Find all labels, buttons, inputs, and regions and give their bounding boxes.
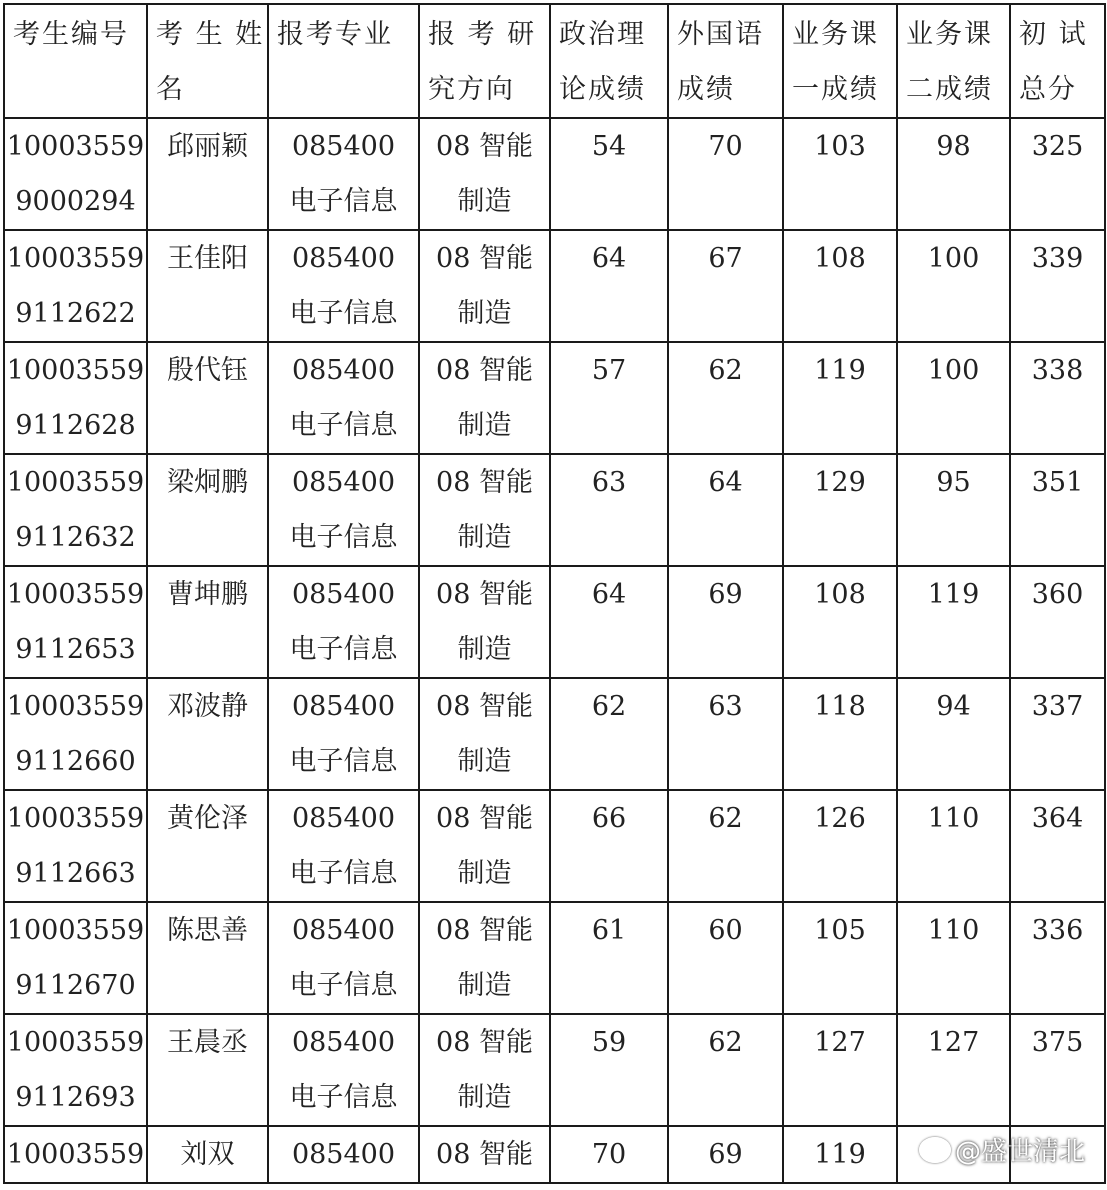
table-body <box>4 118 1105 1183</box>
cell-text: 9112663 <box>15 858 136 889</box>
header-text-line: 初 试 <box>1019 19 1088 50</box>
cell-foreign-language-score <box>668 566 783 678</box>
cell-text: 9112693 <box>15 1082 136 1113</box>
cell-text: 119 <box>814 1139 866 1170</box>
cell-text: 62 <box>708 803 743 834</box>
cell-course2-score <box>897 1014 1010 1126</box>
cell-course1-score <box>783 902 897 1014</box>
cell-text: 电子信息 <box>289 186 398 217</box>
cell-politics-score <box>550 1126 668 1183</box>
header-text-line: 考生编号 <box>13 19 129 50</box>
header-research-direction <box>419 4 550 118</box>
header-text-line: 业务课 <box>792 19 879 50</box>
cell-course1-score <box>783 230 897 342</box>
cell-candidate-id <box>4 678 147 790</box>
cell-text: 364 <box>1031 803 1084 834</box>
cell-text: 制造 <box>457 410 512 441</box>
cell-text: 110 <box>927 803 980 834</box>
cell-text: 邱丽颖 <box>167 131 248 162</box>
cell-research-direction <box>419 902 550 1014</box>
cell-text: 64 <box>591 579 627 610</box>
cell-text: 085400 <box>291 131 396 162</box>
header-course2-score <box>897 4 1010 118</box>
weibo-logo-icon <box>919 1137 951 1163</box>
watermark <box>919 1131 1085 1168</box>
cell-text: 10003559 <box>6 1027 145 1058</box>
cell-course1-score <box>783 454 897 566</box>
cell-text: 108 <box>814 579 866 610</box>
cell-candidate-name <box>147 902 268 1014</box>
cell-text: 127 <box>814 1027 866 1058</box>
cell-text: 电子信息 <box>289 298 398 329</box>
cell-foreign-language-score <box>668 342 783 454</box>
cell-foreign-language-score <box>668 678 783 790</box>
cell-text: 9112632 <box>15 522 136 553</box>
cell-text: 9112622 <box>15 298 136 329</box>
cell-text: 10003559 <box>6 691 145 722</box>
cell-major <box>268 230 419 342</box>
cell-text: 085400 <box>291 915 396 946</box>
cell-text: 338 <box>1031 355 1084 386</box>
cell-text: 08 智能 <box>436 915 533 946</box>
table-row <box>4 566 1105 678</box>
cell-foreign-language-score <box>668 1014 783 1126</box>
cell-text: 制造 <box>457 298 512 329</box>
cell-text: 黄伦泽 <box>167 803 248 834</box>
cell-major <box>268 454 419 566</box>
cell-text: 08 智能 <box>436 1027 533 1058</box>
header-text-line: 名 <box>156 74 185 105</box>
cell-text: 王佳阳 <box>167 243 248 274</box>
cell-text: 67 <box>708 243 743 274</box>
header-text-line: 论成绩 <box>559 74 646 105</box>
cell-candidate-id <box>4 1126 147 1183</box>
cell-text: 08 智能 <box>436 131 533 162</box>
cell-text: 陈思善 <box>167 915 248 946</box>
cell-text: 119 <box>927 579 980 610</box>
cell-text: 119 <box>814 355 866 386</box>
cell-text: 10003559 <box>6 131 145 162</box>
cell-politics-score <box>550 790 668 902</box>
header-text-line: 考 生 姓 <box>156 19 265 50</box>
cell-politics-score <box>550 566 668 678</box>
cell-text: 王晨丞 <box>167 1027 248 1058</box>
cell-total-score <box>1010 902 1105 1014</box>
cell-text: 62 <box>708 1027 743 1058</box>
cell-text: 制造 <box>457 1082 512 1113</box>
table-header-row <box>4 4 1105 118</box>
cell-candidate-name <box>147 1014 268 1126</box>
cell-total-score <box>1010 230 1105 342</box>
table-row <box>4 678 1105 790</box>
cell-text: 085400 <box>291 355 396 386</box>
cell-text: 57 <box>591 355 627 386</box>
cell-text: 66 <box>591 803 627 834</box>
cell-text: 59 <box>591 1027 627 1058</box>
cell-course1-score <box>783 566 897 678</box>
cell-text: 351 <box>1031 467 1084 498</box>
cell-text: 制造 <box>457 970 512 1001</box>
cell-text: 63 <box>591 467 627 498</box>
score-table <box>3 3 1106 1184</box>
header-text-line: 报考专业 <box>277 19 393 50</box>
watermark-text: @盛世清北 <box>954 1137 1085 1167</box>
cell-text: 375 <box>1031 1027 1084 1058</box>
cell-candidate-id <box>4 566 147 678</box>
cell-text: 118 <box>814 691 866 722</box>
cell-text: 108 <box>814 243 866 274</box>
cell-candidate-name <box>147 118 268 230</box>
cell-text: 殷代钰 <box>167 355 248 386</box>
cell-text: 10003559 <box>6 915 145 946</box>
cell-foreign-language-score <box>668 230 783 342</box>
cell-text: 337 <box>1031 691 1084 722</box>
cell-text: 70 <box>591 1139 627 1170</box>
cell-text: 电子信息 <box>289 634 398 665</box>
table-row <box>4 1014 1105 1126</box>
cell-text: 10003559 <box>6 355 145 386</box>
cell-total-score <box>1010 678 1105 790</box>
cell-text: 电子信息 <box>289 410 398 441</box>
cell-text: 制造 <box>457 634 512 665</box>
cell-research-direction <box>419 566 550 678</box>
cell-foreign-language-score <box>668 1126 783 1183</box>
cell-total-score <box>1010 1014 1105 1126</box>
table-row <box>4 902 1105 1014</box>
cell-text: 9112628 <box>15 410 136 441</box>
cell-text: 08 智能 <box>436 691 533 722</box>
cell-text: 制造 <box>457 746 512 777</box>
header-text-line: 外国语 <box>677 19 764 50</box>
cell-text: 电子信息 <box>289 858 398 889</box>
cell-text: 9112670 <box>15 970 136 1001</box>
cell-text: 94 <box>936 691 971 722</box>
header-politics-score <box>550 4 668 118</box>
cell-foreign-language-score <box>668 902 783 1014</box>
cell-text: 61 <box>591 915 627 946</box>
cell-text: 110 <box>927 915 980 946</box>
cell-text: 制造 <box>457 858 512 889</box>
cell-course1-score <box>783 1014 897 1126</box>
cell-text: 54 <box>591 131 627 162</box>
cell-text: 制造 <box>457 522 512 553</box>
cell-research-direction <box>419 342 550 454</box>
cell-text: 9112653 <box>15 634 136 665</box>
cell-research-direction <box>419 678 550 790</box>
cell-text: 08 智能 <box>436 243 533 274</box>
cell-politics-score <box>550 902 668 1014</box>
cell-text: 339 <box>1031 243 1084 274</box>
cell-text: 电子信息 <box>289 522 398 553</box>
cell-politics-score <box>550 230 668 342</box>
cell-major <box>268 118 419 230</box>
cell-text: 63 <box>708 691 743 722</box>
cell-text: 10003559 <box>6 243 145 274</box>
header-candidate-id <box>4 4 147 118</box>
cell-candidate-id <box>4 230 147 342</box>
cell-text: 100 <box>927 243 980 274</box>
cell-course1-score <box>783 1126 897 1183</box>
cell-research-direction <box>419 790 550 902</box>
cell-politics-score <box>550 342 668 454</box>
header-foreign-language-score <box>668 4 783 118</box>
header-total-score <box>1010 4 1105 118</box>
cell-text: 126 <box>814 803 866 834</box>
cell-major <box>268 1014 419 1126</box>
cell-text: 98 <box>936 131 971 162</box>
cell-text: 制造 <box>457 186 512 217</box>
cell-research-direction <box>419 118 550 230</box>
cell-course2-score <box>897 230 1010 342</box>
cell-candidate-id <box>4 342 147 454</box>
cell-candidate-id <box>4 790 147 902</box>
cell-text: 100 <box>927 355 980 386</box>
header-text-line: 一成绩 <box>792 74 879 105</box>
cell-candidate-id <box>4 1014 147 1126</box>
cell-text: 69 <box>708 1139 743 1170</box>
cell-text: 08 智能 <box>436 1139 533 1170</box>
cell-course1-score <box>783 342 897 454</box>
cell-text: 360 <box>1031 579 1084 610</box>
cell-candidate-name <box>147 790 268 902</box>
cell-total-score <box>1010 566 1105 678</box>
header-text-line: 总分 <box>1019 74 1077 105</box>
header-candidate-name <box>147 4 268 118</box>
cell-text: 085400 <box>291 579 396 610</box>
cell-text: 129 <box>814 467 866 498</box>
cell-course2-score <box>897 118 1010 230</box>
cell-course1-score <box>783 678 897 790</box>
cell-total-score <box>1010 118 1105 230</box>
cell-text: 325 <box>1031 131 1084 162</box>
cell-text: 62 <box>708 355 743 386</box>
table-row <box>4 454 1105 566</box>
cell-total-score <box>1010 454 1105 566</box>
cell-course2-score <box>897 790 1010 902</box>
cell-course2-score <box>897 902 1010 1014</box>
cell-course2-score <box>897 342 1010 454</box>
cell-course2-score <box>897 566 1010 678</box>
header-text-line: 究方向 <box>428 74 515 105</box>
cell-course1-score <box>783 790 897 902</box>
header-course1-score <box>783 4 897 118</box>
header-text-line: 业务课 <box>906 19 993 50</box>
cell-candidate-name <box>147 566 268 678</box>
cell-text: 08 智能 <box>436 579 533 610</box>
cell-research-direction <box>419 454 550 566</box>
cell-text: 10003559 <box>6 1139 145 1170</box>
cell-text: 9112660 <box>15 746 136 777</box>
cell-text: 085400 <box>291 1027 396 1058</box>
cell-text: 70 <box>708 131 743 162</box>
cell-course1-score <box>783 118 897 230</box>
cell-course2-score <box>897 678 1010 790</box>
header-major <box>268 4 419 118</box>
cell-text: 085400 <box>291 691 396 722</box>
cell-text: 梁炯鹏 <box>167 467 248 498</box>
cell-candidate-name <box>147 342 268 454</box>
cell-text: 95 <box>936 467 971 498</box>
header-text-line: 成绩 <box>677 74 735 105</box>
cell-candidate-name <box>147 1126 268 1183</box>
cell-text: 085400 <box>291 243 396 274</box>
cell-research-direction <box>419 1126 550 1183</box>
cell-text: 10003559 <box>6 467 145 498</box>
cell-text: 邓波静 <box>167 691 248 722</box>
cell-text: 64 <box>591 243 627 274</box>
cell-text: 64 <box>708 467 743 498</box>
cell-research-direction <box>419 1014 550 1126</box>
cell-text: 60 <box>708 915 743 946</box>
cell-major <box>268 902 419 1014</box>
cell-text: 电子信息 <box>289 746 398 777</box>
cell-total-score <box>1010 342 1105 454</box>
cell-text: 08 智能 <box>436 803 533 834</box>
table-row <box>4 118 1105 230</box>
cell-candidate-name <box>147 454 268 566</box>
cell-text: 9000294 <box>15 186 136 217</box>
cell-total-score <box>1010 790 1105 902</box>
cell-major <box>268 678 419 790</box>
cell-text: 085400 <box>291 803 396 834</box>
cell-major <box>268 566 419 678</box>
cell-text: 127 <box>927 1027 980 1058</box>
cell-text: 103 <box>814 131 866 162</box>
cell-text: 08 智能 <box>436 355 533 386</box>
cell-text: 电子信息 <box>289 1082 398 1113</box>
cell-major <box>268 790 419 902</box>
cell-text: 电子信息 <box>289 970 398 1001</box>
cell-foreign-language-score <box>668 118 783 230</box>
cell-major <box>268 342 419 454</box>
cell-politics-score <box>550 678 668 790</box>
table-row <box>4 790 1105 902</box>
table-row <box>4 230 1105 342</box>
cell-foreign-language-score <box>668 454 783 566</box>
cell-text: 085400 <box>291 1139 396 1170</box>
cell-text: 085400 <box>291 467 396 498</box>
header-text-line: 二成绩 <box>906 74 993 105</box>
cell-major <box>268 1126 419 1183</box>
cell-text: 336 <box>1031 915 1084 946</box>
cell-politics-score <box>550 118 668 230</box>
cell-course2-score <box>897 454 1010 566</box>
cell-candidate-name <box>147 230 268 342</box>
cell-text: 10003559 <box>6 803 145 834</box>
cell-research-direction <box>419 230 550 342</box>
cell-candidate-id <box>4 118 147 230</box>
cell-foreign-language-score <box>668 790 783 902</box>
cell-politics-score <box>550 454 668 566</box>
cell-text: 刘双 <box>180 1139 235 1170</box>
cell-candidate-name <box>147 678 268 790</box>
cell-candidate-id <box>4 454 147 566</box>
cell-text: 曹坤鹏 <box>167 579 248 610</box>
cell-text: 105 <box>814 915 866 946</box>
cell-text: 62 <box>591 691 627 722</box>
cell-politics-score <box>550 1014 668 1126</box>
cell-text: 08 智能 <box>436 467 533 498</box>
table-row <box>4 342 1105 454</box>
cell-candidate-id <box>4 902 147 1014</box>
header-text-line: 政治理 <box>559 19 646 50</box>
cell-text: 10003559 <box>6 579 145 610</box>
header-text-line: 报 考 研 <box>428 19 537 50</box>
cell-text: 69 <box>708 579 743 610</box>
